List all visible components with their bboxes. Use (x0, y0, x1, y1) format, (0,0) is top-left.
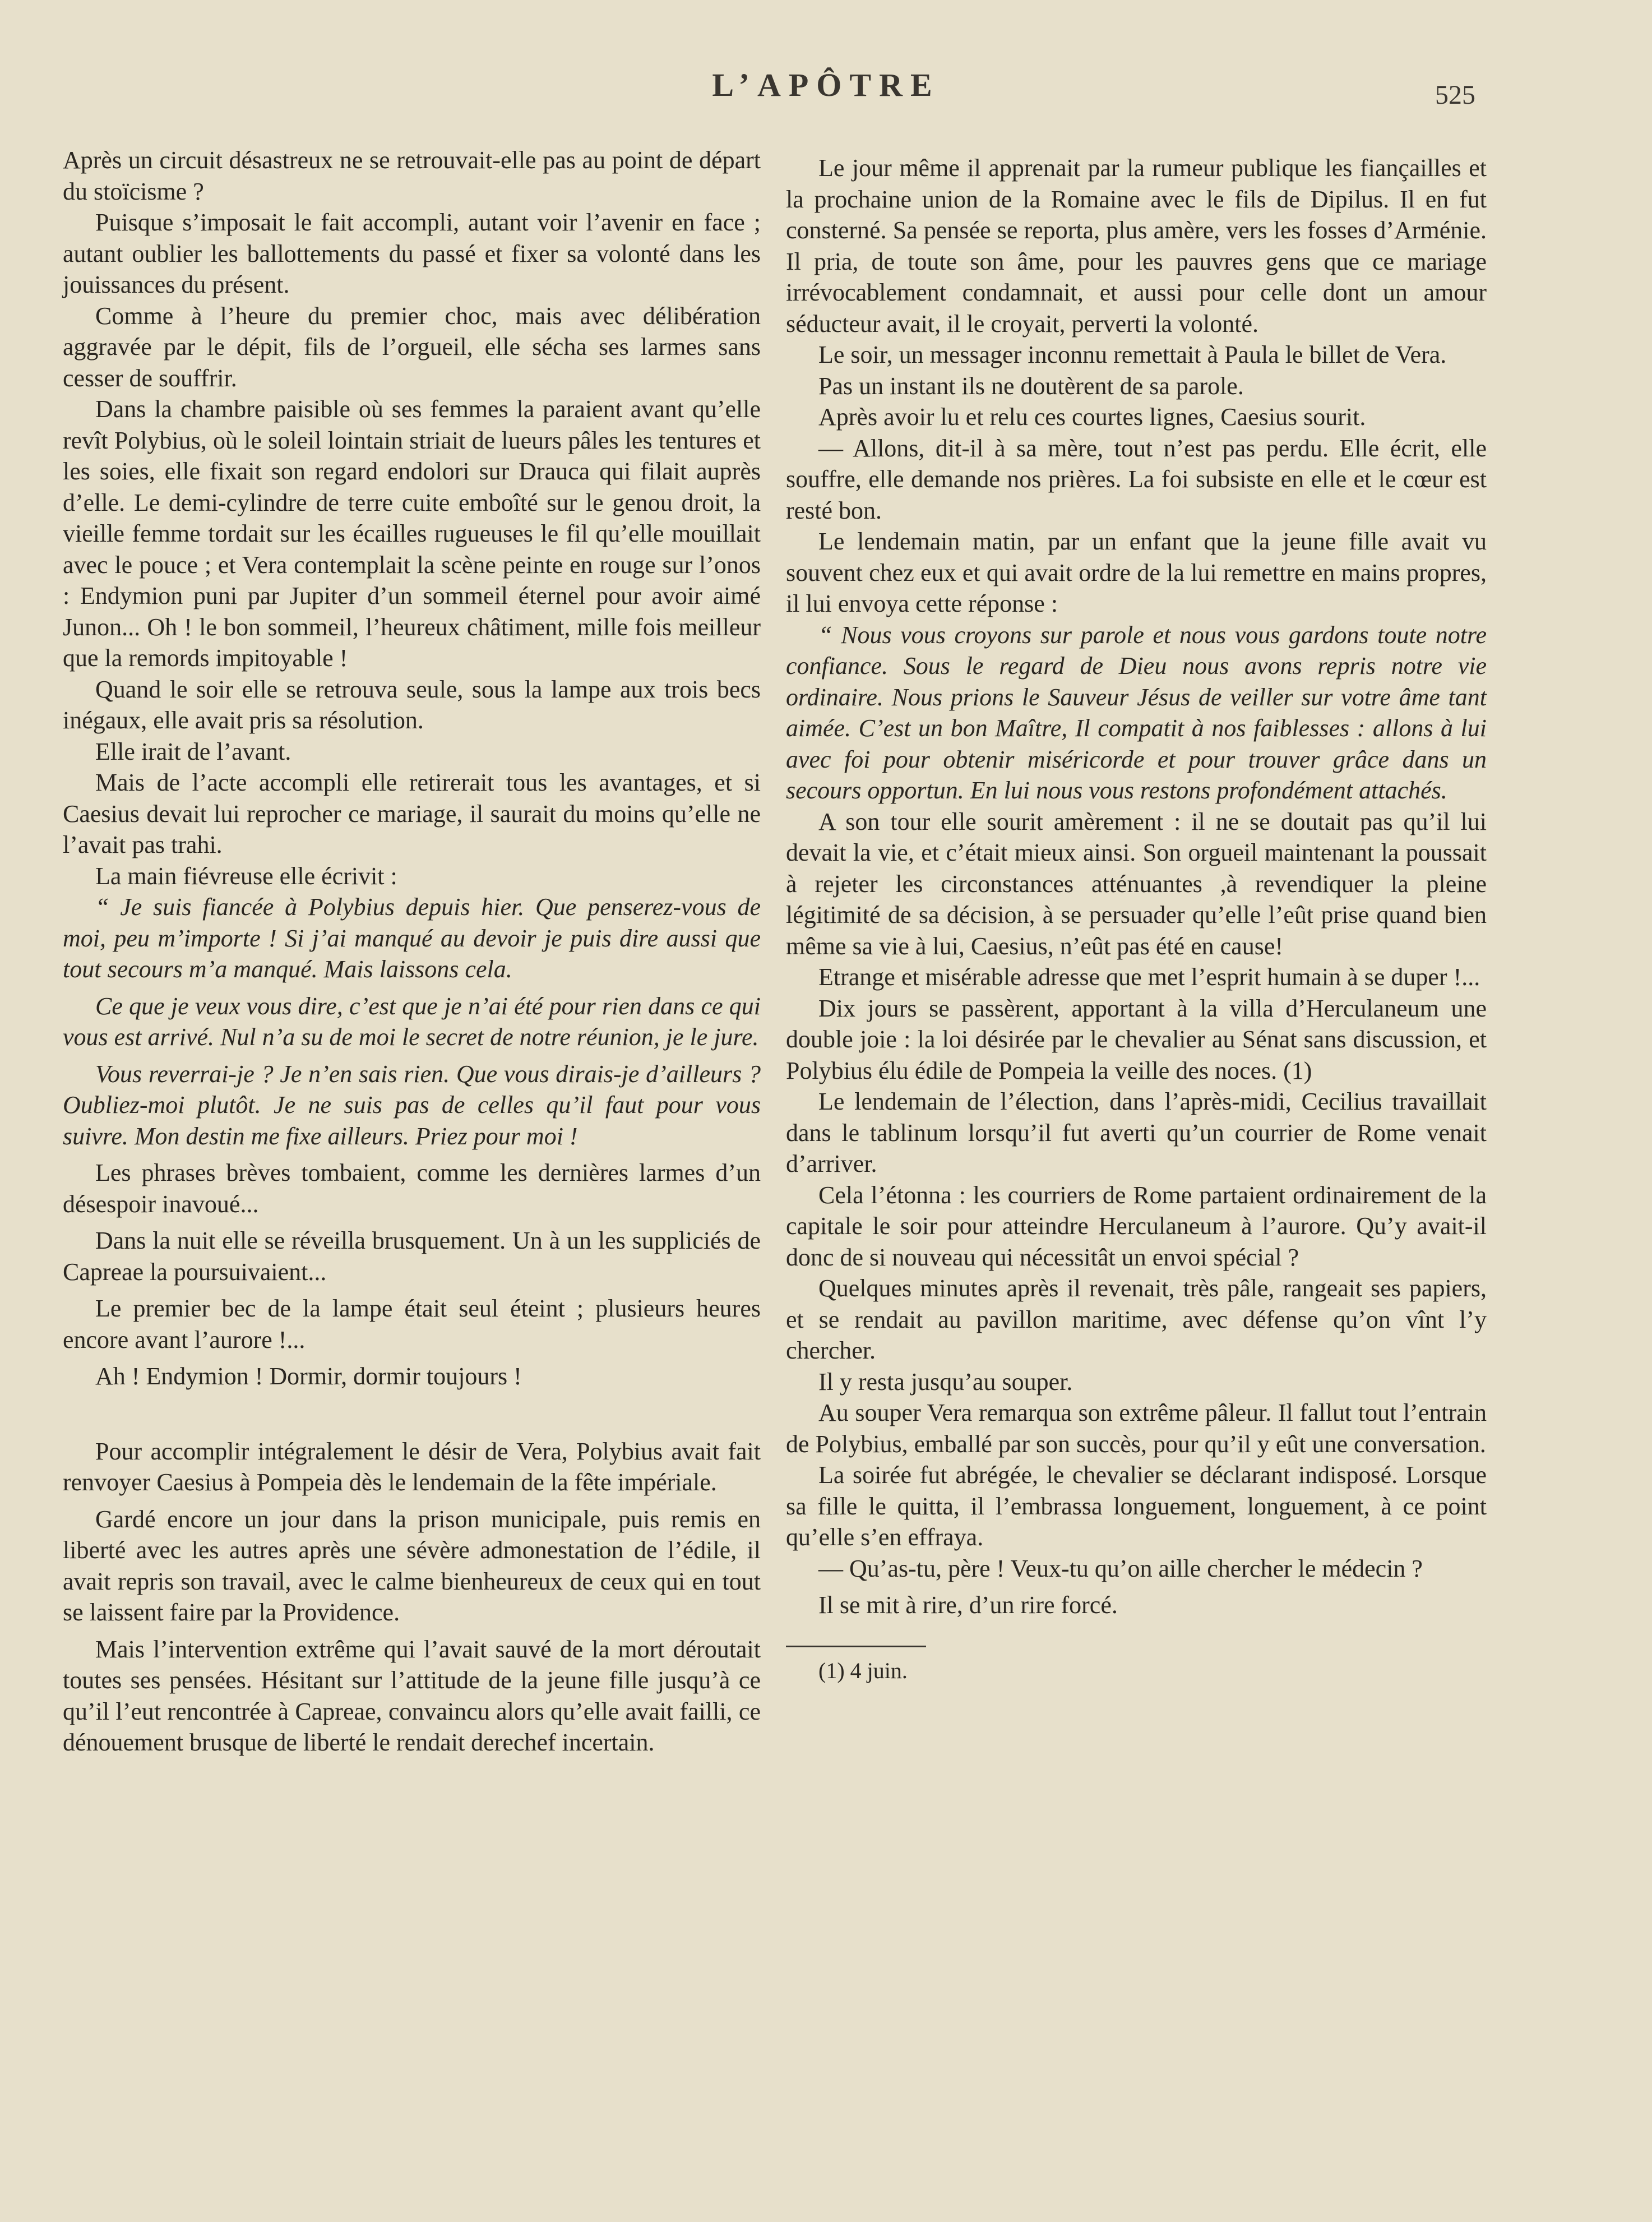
letter-paragraph: “ Nous vous croyons sur parole et nous vous gardons toute notre confiance. Sous le regard de Dieu nous avons repris notre vie ordinaire. Nous prions le Sauveur Jésus de veiller sur votre âme tant aimée. C’est un bon Maître, Il compatit à nos faiblesses : allons à lui avec foi pour obtenir miséricorde et pour trouver grâce dans un secours opportun. En lui nous vous restons profondément attachés. (786, 621, 1487, 804)
paragraph: La soirée fut abrégée, le chevalier se déclarant indisposé. Lorsque sa fille le quitta, il l’embrassa longuement, longuement, à ce point qu’elle s’en effraya. (786, 1461, 1487, 1551)
left-column (63, 145, 761, 1758)
paragraph: Gardé encore un jour dans la prison municipale, puis remis en liberté avec les autres après une sévère admonestation de l’édile, il avait repris son travail, avec le calme bienheureux de ceux qui en tout se laissent faire par la Providence. (63, 1505, 761, 1626)
paragraph: A son tour elle sourit amèrement : il ne se doutait pas qu’il lui devait la vie, et c’était mieux ainsi. Son orgueil maintenant la poussait à rejeter les circonstances atténuantes ,à revendiquer la pleine légitimité de sa décision, à se persuader qu’elle l’eût prise quand bien même sa vie à lui, Caesius, n’eût pas été en cause! (786, 807, 1487, 960)
paragraph: Les phrases brèves tombaient, comme les dernières larmes d’un désespoir inavoué... (63, 1159, 761, 1218)
paragraph: Comme à l’heure du premier choc, mais avec délibération aggravée par le dépit, fils de l’orgueil, elle sécha ses larmes sans cesser de souffrir. (63, 302, 761, 392)
paragraph: Ah ! Endymion ! Dormir, dormir toujours ! (95, 1362, 522, 1390)
paragraph: Le soir, un messager inconnu remettait à Paula le billet de Vera. (818, 341, 1447, 368)
right-column (786, 153, 1487, 1686)
paragraph: Après avoir lu et relu ces courtes lignes, Caesius sourit. (818, 403, 1366, 431)
paragraph: Elle irait de l’avant. (95, 737, 291, 765)
paragraph: Le premier bec de la lampe était seul éteint ; plusieurs heures encore avant l’aurore !... (63, 1295, 761, 1353)
paragraph: Pour accomplir intégralement le désir de Vera, Polybius avait fait renvoyer Caesius à Pompeia dès le lendemain de la fête impériale. (63, 1437, 761, 1496)
paragraph: Le lendemain de l’élection, dans l’après-midi, Cecilius travaillait dans le tablinum lorsqu’il fut averti qu’un courrier de Rome venait d’arriver. (786, 1088, 1487, 1177)
paragraph: — Allons, dit-il à sa mère, tout n’est pas perdu. Elle écrit, elle souffre, elle demande nos prières. La foi subsiste en elle et le cœur est resté bon. (786, 434, 1487, 524)
paragraph: La main fiévreuse elle écrivit : (95, 862, 397, 890)
letter-paragraph: “ Je suis fiancée à Polybius depuis hier. Que penserez-vous de moi, peu m’importe ! Si j’ai manqué au devoir je puis dire aussi que tout secours m’a manqué. Mais laissons cela. (63, 893, 761, 983)
paragraph: Quelques minutes après il revenait, très pâle, rangeait ses papiers, et se rendait au pavillon maritime, avec défense qu’on vînt l’y chercher. (786, 1274, 1487, 1364)
footnote-divider (786, 1646, 926, 1647)
paragraph: Il se mit à rire, d’un rire forcé. (818, 1591, 1118, 1619)
paragraph: — Qu’as-tu, père ! Veux-tu qu’on aille chercher le médecin ? (818, 1554, 1423, 1582)
paragraph: Le lendemain matin, par un enfant que la jeune fille avait vu souvent chez eux et qui avait ordre de la lui remettre en mains propres, il lui envoya cette réponse : (786, 528, 1487, 617)
footnote: (1) 4 juin. (818, 1657, 908, 1683)
page-number: 525 (1435, 80, 1475, 110)
paragraph: Cela l’étonna : les courriers de Rome partaient ordinairement de la capitale le soir pour atteindre Herculaneum à l’aurore. Qu’y avait-il donc de si nouveau qui nécessitât un envoi spécial ? (786, 1181, 1487, 1271)
paragraph: Après un circuit désastreux ne se retrouvait-elle pas au point de départ du stoïcisme ? (63, 146, 761, 205)
paragraph: Le jour même il apprenait par la rumeur publique les fiançailles et la prochaine union de la Romaine avec le fils de Dipilus. Il en fut consterné. Sa pensée se reporta, plus amère, vers les fosses d’Arménie. Il pria, de toute son âme, pour les pauvres gens que ce mariage irrévocablement condamnait, et aussi pour celle dont un amour séducteur avait, il le croyait, perverti la volonté. (786, 154, 1487, 338)
paragraph: Pas un instant ils ne doutèrent de sa parole. (818, 372, 1244, 400)
paragraph: Dix jours se passèrent, apportant à la villa d’Herculaneum une double joie : la loi désirée par le chevalier au Sénat sans discussion, et Polybius élu édile de Pompeia la veille des noces. (1) (786, 994, 1487, 1084)
paragraph: Au souper Vera remarqua son extrême pâleur. Il fallut tout l’entrain de Polybius, emballé par son succès, pour qu’il y eût une conversation. (786, 1399, 1487, 1458)
paragraph: Puisque s’imposait le fait accompli, autant voir l’avenir en face ; autant oublier les ballottements du passé et fixer sa volonté dans les jouissances du présent. (63, 209, 761, 298)
running-header-title: L’APÔTRE (712, 67, 940, 103)
letter-paragraph: Vous reverrai-je ? Je n’en sais rien. Que vous dirais-je d’ailleurs ? Oubliez-moi plutôt. Je ne suis pas de celles qu’il faut pour vous suivre. Mon destin me fixe ailleurs. Priez pour moi ! (63, 1060, 761, 1150)
paragraph: Mais l’intervention extrême qui l’avait sauvé de la mort déroutait toutes ses pensées. Hésitant sur l’attitude de la jeune fille jusqu’à ce qu’il l’eut rencontrée à Capreae, convaincu alors qu’elle avait failli, ce dénouement brusque de liberté le rendait derechef incertain. (63, 1635, 761, 1756)
letter-paragraph: Ce que je veux vous dire, c’est que je n’ai été pour rien dans ce qui vous est arrivé. Nul n’a su de moi le secret de notre réunion, je le jure. (63, 992, 761, 1051)
paragraph: Dans la chambre paisible où ses femmes la paraient avant qu’elle revît Polybius, où le soleil lointain striait de lueurs pâles les tentures et les soies, elle fixait son regard endolori sur Drauca qui filait auprès d’elle. Le demi-cylindre de terre cuite emboîté sur le genou droit, la vieille femme tordait sur les écailles rugueuses le fil qu’elle mouillait avec le pouce ; et Vera contemplait la scène peinte en rouge sur l’onos : Endymion puni par Jupiter d’un sommeil éternel pour avoir aimé Junon... Oh ! le bon sommeil, l’heureux châtiment, mille fois meilleur que la remords impitoyable ! (63, 395, 761, 672)
paragraph: Dans la nuit elle se réveilla brusquement. Un à un les suppliciés de Capreae la poursuivaient... (63, 1227, 761, 1286)
paragraph: Mais de l’acte accompli elle retirerait tous les avantages, et si Caesius devait lui reprocher ce mariage, il saurait du moins qu’elle ne l’avait pas trahi. (63, 769, 761, 858)
paragraph: Il y resta jusqu’au souper. (818, 1368, 1073, 1396)
paragraph: Quand le soir elle se retrouva seule, sous la lampe aux trois becs inégaux, elle avait pris sa résolution. (63, 675, 761, 734)
paragraph: Etrange et misérable adresse que met l’esprit humain à se duper !... (818, 963, 1480, 991)
